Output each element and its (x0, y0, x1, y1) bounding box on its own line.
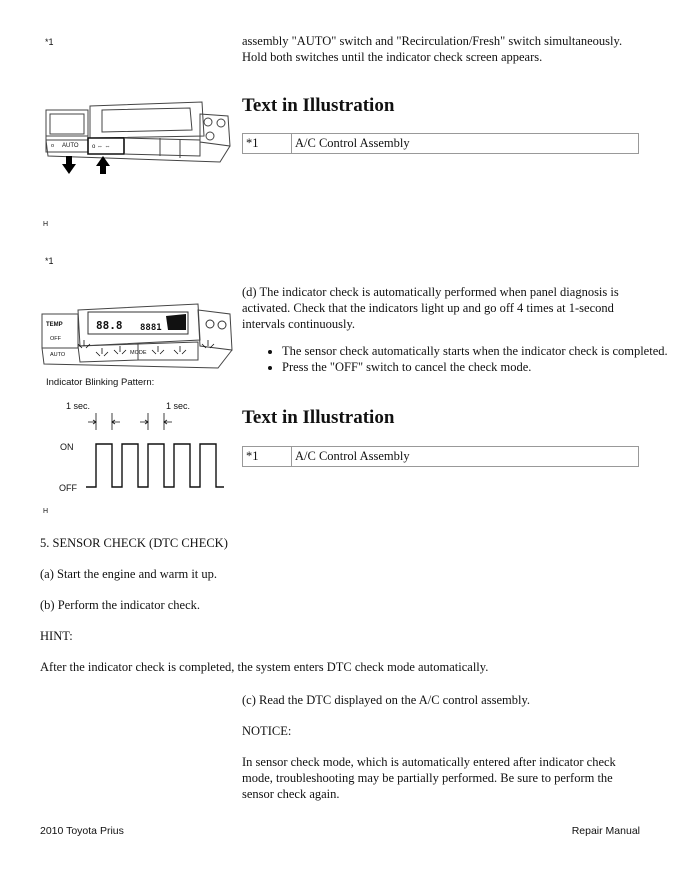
footer-right: Repair Manual (571, 825, 640, 837)
table-row (243, 134, 639, 154)
table-cell-desc: A/C Control Assembly (292, 134, 639, 154)
sec-left-label: 1 sec. (66, 401, 91, 411)
step-a: (a) Start the engine and warm it up. (40, 567, 218, 581)
section-5-title: 5. SENSOR CHECK (DTC CHECK) (40, 536, 228, 550)
fig1-auto-label: AUTO (62, 143, 79, 149)
list-item: • The sensor check automatically starts when the indicator check is completed. (282, 344, 677, 359)
off-axis-label: OFF (59, 483, 77, 493)
blink-pattern-diagram (40, 396, 230, 496)
illustration-table-1 (242, 133, 639, 154)
arrow-recirc-icon (96, 156, 110, 174)
footer-left: 2010 Toyota Prius (40, 825, 124, 837)
off-label: OFF (50, 336, 61, 342)
illustration-table-2 (242, 446, 639, 467)
table-row (243, 447, 639, 467)
temp-label: TEMP (46, 322, 63, 328)
text-in-illustration-heading-2: Text in Illustration (242, 407, 395, 428)
list-item: • Press the "OFF" switch to cancel the check mode. (282, 360, 677, 375)
mode-label: MODE (130, 350, 147, 356)
display-digits: 88.8 (96, 319, 123, 332)
hint-text: After the indicator check is completed, the system enters DTC check mode automatically. (40, 660, 489, 674)
arrow-auto-icon (62, 156, 76, 174)
ac-panel-illustration-2 (38, 300, 234, 372)
display-digits-2: 8881 (140, 323, 162, 333)
fig2-h-mark: H (43, 508, 49, 515)
step-c: (c) Read the DTC displayed on the A/C control assembly. (242, 693, 531, 707)
hint-label: HINT: (40, 629, 73, 643)
notice-text: In sensor check mode, which is automatically entered after indicator check mode, troubleshooting may be partially performed. Be sure to perform the sensor check again. (242, 755, 616, 801)
svg-text:o ⇔ ⇔: o ⇔ ⇔ (92, 144, 111, 150)
table-cell-desc: A/C Control Assembly (292, 447, 639, 467)
check-bullet-list (242, 344, 677, 376)
ac-panel-illustration-1 (40, 100, 232, 174)
fig1-callout: *1 (45, 37, 54, 47)
fig1-h-mark: H (43, 221, 49, 228)
auto-label: AUTO (50, 352, 66, 358)
step-d-paragraph: (d) The indicator check is automatically performed when panel diagnosis is activated. Check that the indicators light up and go off 4 times at 1-second intervals continuously. (242, 285, 619, 331)
notice-label: NOTICE: (242, 724, 292, 738)
step-b: (b) Perform the indicator check. (40, 598, 201, 612)
on-axis-label: ON (60, 442, 74, 452)
blink-waveform (86, 444, 224, 487)
table-cell-ref: *1 (243, 134, 292, 154)
text-in-illustration-heading-1: Text in Illustration (242, 95, 395, 116)
intro-paragraph: assembly "AUTO" switch and "Recirculation/Fresh" switch simultaneously. Hold both switches until the indicator check screen appears. (242, 34, 623, 64)
table-cell-ref: *1 (243, 447, 292, 467)
svg-text:o: o (51, 143, 55, 149)
sec-right-label: 1 sec. (166, 401, 191, 411)
fig2-callout: *1 (45, 256, 54, 266)
blink-pattern-title: Indicator Blinking Pattern: (46, 377, 155, 388)
